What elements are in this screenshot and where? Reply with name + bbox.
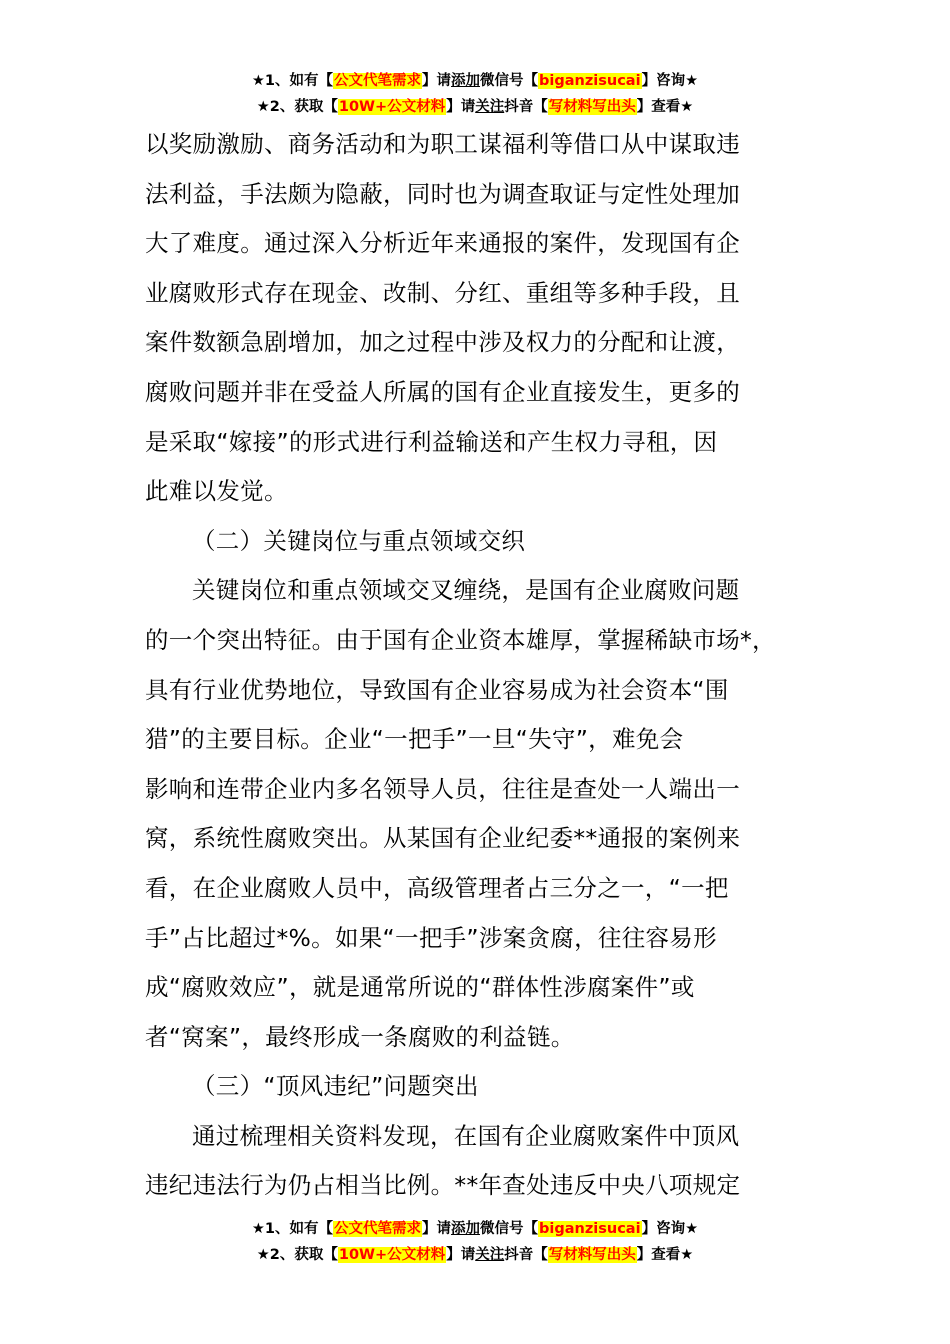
banner-text: ★2、获取【 [256,99,338,115]
body-line: 具有行业优势地位，导致国有企业容易成为社会资本“围 [145,675,729,704]
body-line: 业腐败形式存在现金、改制、分红、重组等多种手段，且 [145,278,740,307]
body-line: 者“窝案”，最终形成一条腐败的利益链。 [145,1022,575,1051]
banner-text: 微信号【 [480,73,539,89]
highlight-ghostwriting: 公文代笔需求 [334,73,422,89]
body-line: 大了难度。通过深入分析近年来通报的案件，发现国有企 [145,229,740,258]
body-line: 以奖励激励、商务活动和为职工谋福利等借口从中谋取违 [145,130,740,158]
body-line: 通过梳理相关资料发现，在国有企业腐败案件中顶风 [192,1121,740,1150]
banner-underlined-text: 关注 [475,1247,505,1263]
body-line: 看，在企业腐败人员中，高级管理者占三分之一，“一把 [145,873,729,902]
highlight-douyin-account: 写材料写出头 [548,1247,636,1263]
body-line: 猎”的主要目标。企业“一把手”一旦“失守”，难免会 [145,725,684,754]
banner-text: 】请 [422,1221,452,1237]
banner-text: 】咨询★ [641,73,699,89]
banner-text: 】请 [422,73,452,89]
banner-text: ★1、如有【 [251,73,334,89]
banner-text: 抖音【 [504,1247,548,1263]
banner-text: 】咨询★ [641,1221,699,1237]
highlight-materials: 10W+公文材料 [338,1247,446,1263]
body-line: 关键岗位和重点领域交叉缠绕，是国有企业腐败问题 [192,576,740,605]
highlight-douyin-account: 写材料写出头 [548,99,636,115]
banner-underlined-text: 添加 [451,73,481,89]
banner-text: 】请 [446,99,476,115]
body-line: 违纪违法行为仍占相当比例。**年查处违反中央八项规定 [145,1171,741,1200]
document-body [145,120,805,1211]
highlight-wechat-id: biganzisucai [539,73,641,89]
banner-text: 】请 [446,1247,476,1263]
highlight-wechat-id: biganzisucai [539,1221,641,1237]
footer-banner [0,1216,950,1268]
banner-text: ★2、获取【 [256,1247,338,1263]
banner-underlined-text: 关注 [475,99,505,115]
body-line: 影响和连带企业内多名领导人员，往往是查处一人端出一 [145,774,740,803]
banner-line-1 [0,1216,950,1242]
body-line: 是采取“嫁接”的形式进行利益输送和产生权力寻租，因 [145,427,718,456]
banner-text: 抖音【 [504,99,548,115]
banner-line-2 [0,1242,950,1268]
body-line: 的一个突出特征。由于国有企业资本雄厚，掌握稀缺市场*， [145,625,776,654]
body-line: 法利益，手法颇为隐蔽，同时也为调查取证与定性处理加 [145,179,740,208]
body-line: 窝，系统性腐败突出。从某国有企业纪委**通报的案例来 [145,824,741,853]
banner-text: 微信号【 [480,1221,539,1237]
section-heading-3: （三）“顶风违纪”问题突出 [192,1072,479,1101]
banner-text: 】查看★ [636,99,694,115]
banner-line-1 [0,68,950,94]
body-line: 腐败问题并非在受益人所属的国有企业直接发生，更多的 [145,377,740,406]
highlight-ghostwriting: 公文代笔需求 [334,1221,422,1237]
banner-text: 】查看★ [636,1247,694,1263]
body-line: 手”占比超过*%。如果“一把手”涉案贪腐，往往容易形 [145,923,717,952]
header-banner [0,68,950,120]
banner-text: ★1、如有【 [251,1221,334,1237]
highlight-materials: 10W+公文材料 [338,99,446,115]
banner-line-2 [0,94,950,120]
banner-underlined-text: 添加 [451,1221,481,1237]
body-line: 成“腐败效应”，就是通常所说的“群体性涉腐案件”或 [145,973,695,1002]
section-heading-2: （二）关键岗位与重点领域交织 [192,526,526,555]
body-line: 案件数额急剧增加，加之过程中涉及权力的分配和让渡， [145,328,740,357]
body-line: 此难以发觉。 [145,477,288,506]
